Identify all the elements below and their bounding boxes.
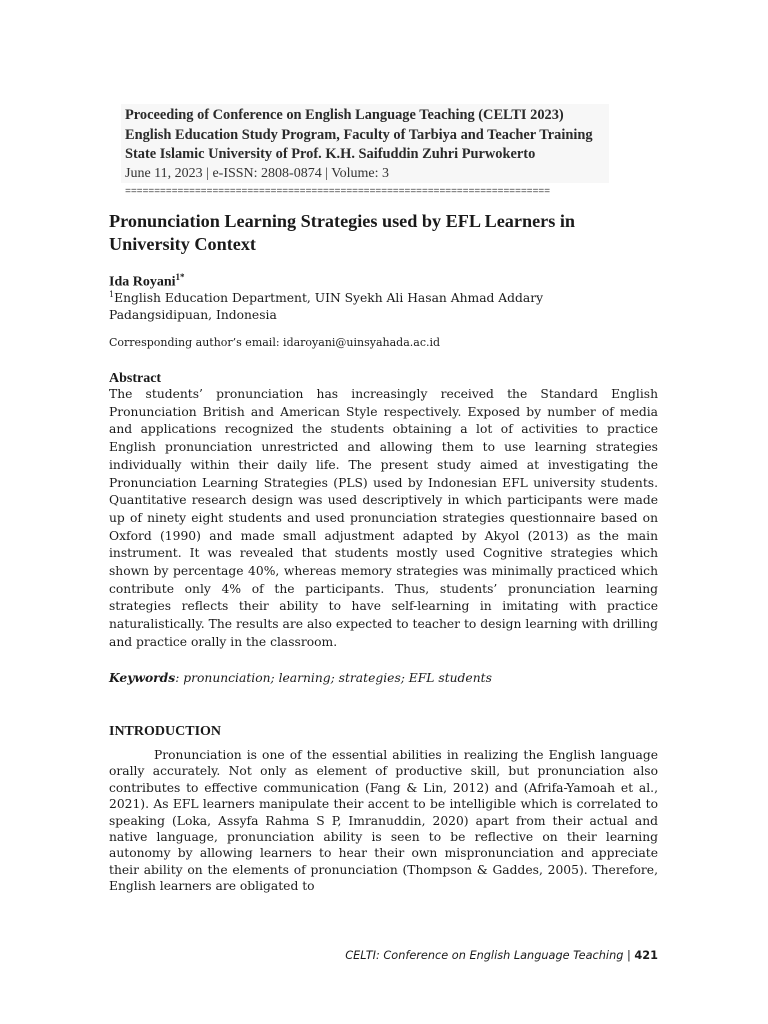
page-number: 421 <box>634 949 658 962</box>
corresponding-email: Corresponding author’s email: idaroyani@uinsyahada.ac.id <box>109 336 441 349</box>
abstract-body: The students’ pronunciation has increasingly received the Standard English Pronunciation British and American Style respectively. Exposed by number of media and applications recognized the students obtaining a lot of activities to practice English pronunciation unrestricted and allowing them to use learning strategies individually within their daily life. The present study aimed at investigating the Pronunciation Learning Strategies (PLS) used by Indonesian EFL university students. Quantitative research design was used descriptively in which participants were made up of ninety eight students and used pronunciation strategies questionnaire based on Oxford (1990) and made small adjustment adapted by Akyol (2013) as the main instrument. It was revealed that students mostly used Cognitive strategies which shown by percentage 40%, whereas memory strategies was minimally practiced which contribute only 4% of the participants. Thus, students’ pronunciation learning strategies reflects their ability to have self-learning in imitating with practice naturalistically. The results are also expected to teacher to design learning with drilling and practice orally in the classroom. <box>109 387 658 649</box>
author-name-text: Ida Royani <box>109 274 176 290</box>
proceeding-header <box>121 104 609 183</box>
header-line-2: English Education Study Program, Faculty of Tarbiya and Teacher Training <box>125 126 593 143</box>
header-line-3: State Islamic University of Prof. K.H. Saifuddin Zuhri Purwokerto <box>125 146 536 162</box>
header-meta: June 11, 2023 | e-ISSN: 2808-0874 | Volume: 3 <box>125 165 389 181</box>
footer-journal: CELTI: Conference on English Language Teaching <box>345 949 624 962</box>
header-rule: ========================================================================= <box>125 187 550 198</box>
introduction-body <box>109 747 658 895</box>
footer-separator: | <box>627 949 631 962</box>
keywords-text: pronunciation; learning; strategies; EFL students <box>183 671 492 685</box>
abstract-heading: Abstract <box>109 371 162 386</box>
introduction-text: Pronunciation is one of the essential abilities in realizing the English language orally accurately. Not only as element of productive skill, but pronunciation also contributes to effective communication (Fang & Lin, 2012) and (Afrifa-Yamoah et al., 2021). As EFL learners manipulate their accent to be intelligible which is correlated to speaking (Loka, Assyfa Rahma S P, Imranuddin, 2020) apart from their actual and native language, pronunciation ability is seen to be reflective on their learning autonomy by allowing learners to hear their own mispronunciation and appreciate their ability on the elements of pronunciation (Thompson & Gaddes, 2005). Therefore, English learners are obligated to <box>109 748 658 894</box>
page-footer <box>340 949 658 963</box>
header-line-1: Proceeding of Conference on English Language Teaching (CELTI 2023) <box>125 107 564 123</box>
keywords-label: Keywords <box>109 670 176 685</box>
introduction-heading: INTRODUCTION <box>109 724 222 739</box>
author-mark: 1* <box>175 272 185 282</box>
author-affiliation <box>109 287 649 323</box>
paper-title: Pronunciation Learning Strategies used by EFL Learners in University Context <box>109 211 576 254</box>
affiliation-mark: 1 <box>109 290 115 299</box>
affiliation-text: English Education Department, UIN Syekh Ali Hasan Ahmad Addary Padangsidipuan, Indonesia <box>109 291 544 322</box>
keywords-line: Keywords: pronunciation; learning; strategies; EFL students <box>109 670 492 685</box>
